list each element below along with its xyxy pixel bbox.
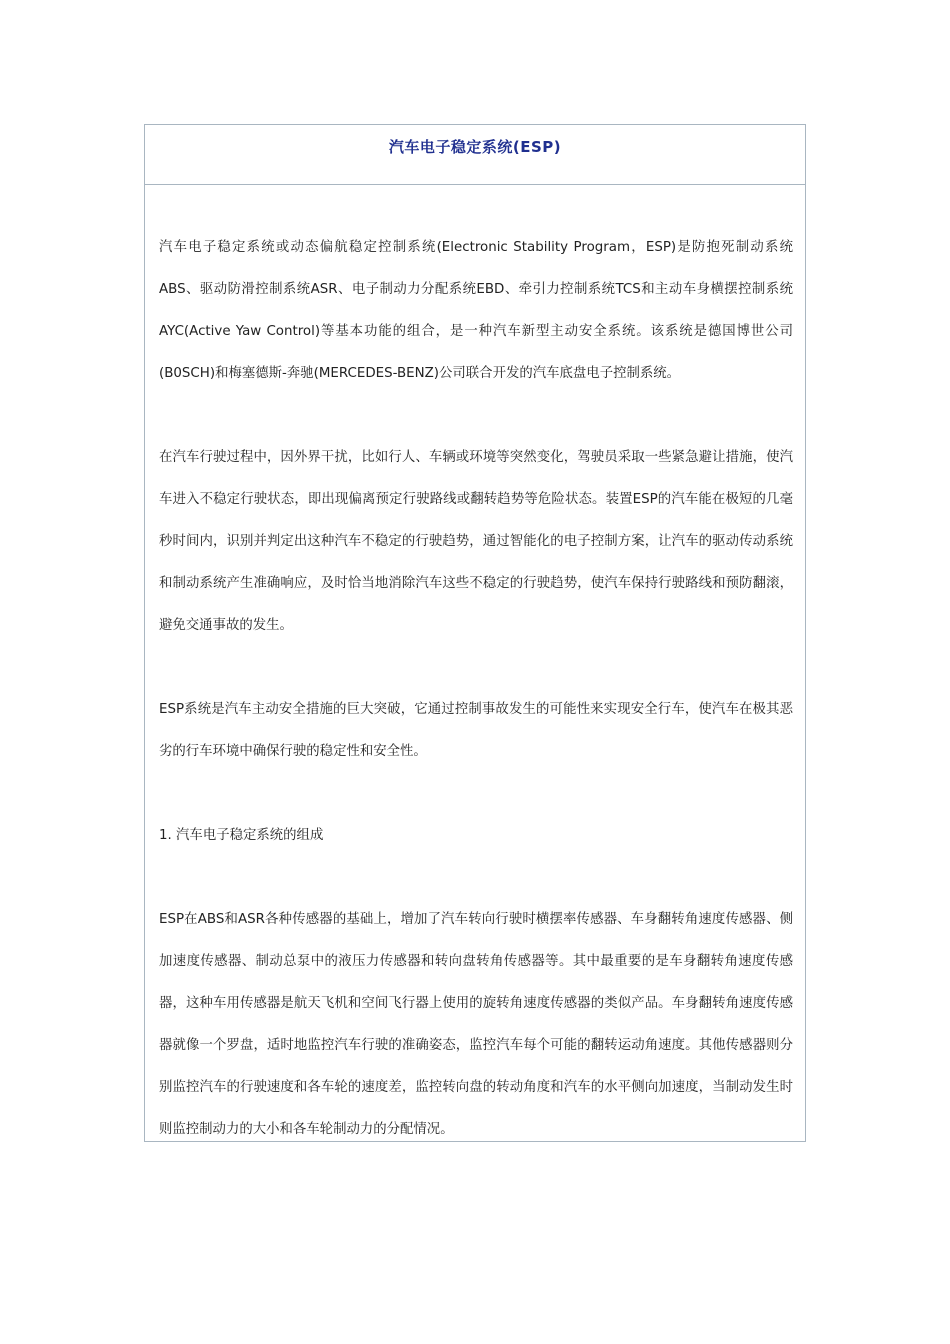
paragraph-spacer <box>159 857 793 899</box>
title-row <box>145 125 805 185</box>
paragraph-driving: 在汽车行驶过程中，因外界干扰，比如行人、车辆或环境等突然变化，驾驶员采取一些紧急避让措施，使汽车进入不稳定行驶状态，即出现偏离预定行驶路线或翻转趋势等危险状态。装置ESP的汽车能在极短的几毫秒时间内，识别并判定出这种汽车不稳定的行驶趋势，通过智能化的电子控制方案，让汽车的驱动传动系统和制动系统产生准确响应，及时恰当地消除汽车这些不稳定的行驶趋势，使汽车保持行驶路线和预防翻滚，避免交通事故的发生。 <box>159 450 793 633</box>
paragraph-components: ESP在ABS和ASR各种传感器的基础上，增加了汽车转向行驶时横摆率传感器、车身翻转角速度传感器、侧加速度传感器、制动总泵中的液压力传感器和转向盘转角传感器等。其中最重要的是车身翻转角速度传感器，这种车用传感器是航天飞机和空间飞行器上使用的旋转角速度传感器的类似产品。车身翻转角速度传感器就像一个罗盘，适时地监控汽车行驶的准确姿态，监控汽车每个可能的翻转运动角速度。其他传感器则分别监控汽车的行驶速度和各车轮的速度差，监控转向盘的转动角度和汽车的水平侧向加速度，当制动发生时则监控制动力的大小和各车轮制动力的分配情况。 <box>159 912 793 1137</box>
paragraph-spacer <box>159 647 793 689</box>
paragraph-intro: 汽车电子稳定系统或动态偏航稳定控制系统(Electronic Stability Program，ESP)是防抱死制动系统ABS、驱动防滑控制系统ASR、电子制动力分配系统EBD、牵引力控制系统TCS和主动车身横摆控制系统AYC(Active Yaw Control)等基本功能的组合，是一种汽车新型主动安全系统。该系统是德国博世公司(B0SCH)和梅塞德斯-奔驰(MERCEDES-BENZ)公司联合开发的汽车底盘电子控制系统。 <box>159 240 793 381</box>
paragraph-spacer <box>159 773 793 815</box>
document-title: 汽车电子稳定系统(ESP) <box>388 138 562 156</box>
document-body <box>145 185 805 1142</box>
paragraph-safety: ESP系统是汽车主动安全措施的巨大突破，它通过控制事故发生的可能性来实现安全行车，使汽车在极其恶劣的行车环境中确保行驶的稳定性和安全性。 <box>159 702 793 759</box>
section-heading: 1. 汽车电子稳定系统的组成 <box>159 828 324 843</box>
document-frame <box>144 124 806 1142</box>
paragraph-spacer <box>159 395 793 437</box>
